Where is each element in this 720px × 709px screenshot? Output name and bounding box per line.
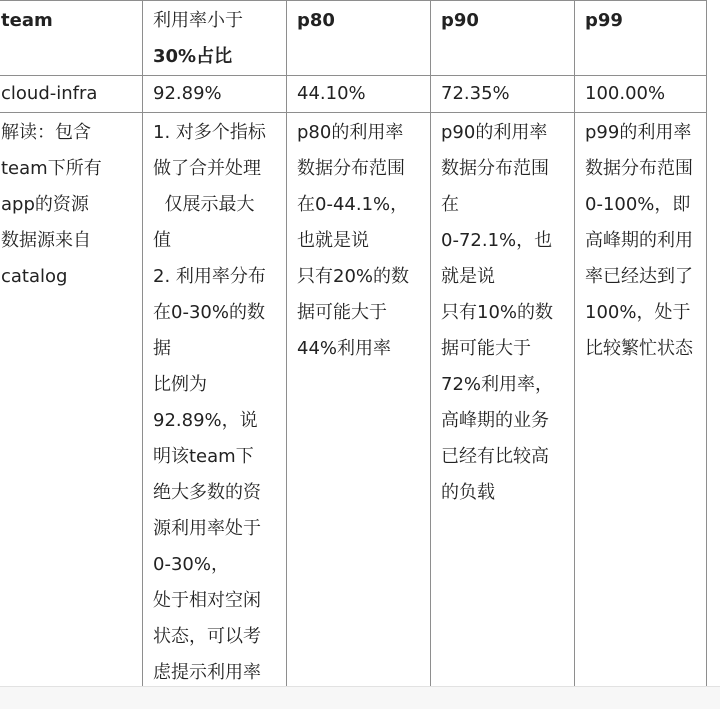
header-p99: p99 [575,1,707,76]
note-line: 虑提示利用率 [153,662,261,683]
note-line: 在0-44.1%， [297,194,409,215]
cell-util-under-30: 92.89% [143,76,287,113]
header-p80: p80 [287,1,431,76]
note-line: 0-30%， [153,554,229,575]
note-line: 数据分布范围 [585,158,693,179]
note-line: 据可能大于 [297,302,387,323]
note-line: 也就是说 [297,230,369,251]
header-util-under-30 [143,1,287,76]
note-line: 0-100%，即 [585,194,691,215]
note-line: 0-72.1%，也 [441,230,553,251]
note-line: 源利用率处于 [153,518,261,539]
note-line: 比较繁忙状态 [585,338,693,359]
note-line: 高峰期的业务 [441,410,549,431]
note-line: 100%，处于 [585,302,691,323]
note-line: p99的利用率 [585,122,692,143]
table-notes-row [0,113,707,692]
note-line: 仅展示最大 [153,194,255,215]
note-line: 2. 利用率分布 [153,266,266,287]
note-line: app的资源 [1,194,89,215]
note-line: p90的利用率 [441,122,548,143]
note-line: 明该team下 [153,446,254,467]
note-line: 数据源来自 [1,230,91,251]
note-line: 绝大多数的资 [153,482,261,503]
note-line: 92.89%，说 [153,410,258,431]
note-line: 比例为 [153,374,207,395]
note-line: 做了合并处理 [153,158,261,179]
note-line: 只有20%的数 [297,266,410,287]
header-util-line2: 30%占比 [153,46,233,67]
note-line: 值 [153,230,171,251]
cell-p80: 44.10% [287,76,431,113]
note-line: 高峰期的利用 [585,230,693,251]
note-p90 [431,113,575,692]
note-line: p80的利用率 [297,122,404,143]
note-line: 处于相对空闲 [153,590,261,611]
note-line: 1. 对多个指标 [153,122,266,143]
cell-team-name: cloud-infra [0,76,143,113]
header-team: team [0,1,143,76]
note-line: 数据分布范围 [441,158,549,179]
note-line: 就是说 [441,266,495,287]
note-line: 的负载 [441,482,495,503]
table-row [0,76,707,113]
note-line: 解读：包含 [1,122,91,143]
table-header-row [0,1,707,76]
note-util [143,113,287,692]
note-team [0,113,143,692]
note-line: 数据分布范围 [297,158,405,179]
note-line: 率已经达到了 [585,266,693,287]
header-p90: p90 [431,1,575,76]
note-line: 状态，可以考 [153,626,261,647]
note-line: 只有10%的数 [441,302,554,323]
note-line: 据 [153,338,171,359]
note-line: 在 [441,194,459,215]
note-line: 72%利用率， [441,374,554,395]
note-line: 在0-30%的数 [153,302,265,323]
cell-p90: 72.35% [431,76,575,113]
page-footer-strip [0,686,720,709]
note-line: 已经有比较高 [441,446,549,467]
note-line: 据可能大于 [441,338,531,359]
note-line: catalog [1,266,68,287]
note-line: 44%利用率 [297,338,392,359]
note-p99 [575,113,707,692]
header-util-line1: 利用率小于 [153,10,243,31]
note-p80 [287,113,431,692]
cell-p99: 100.00% [575,76,707,113]
note-line: team下所有 [1,158,102,179]
